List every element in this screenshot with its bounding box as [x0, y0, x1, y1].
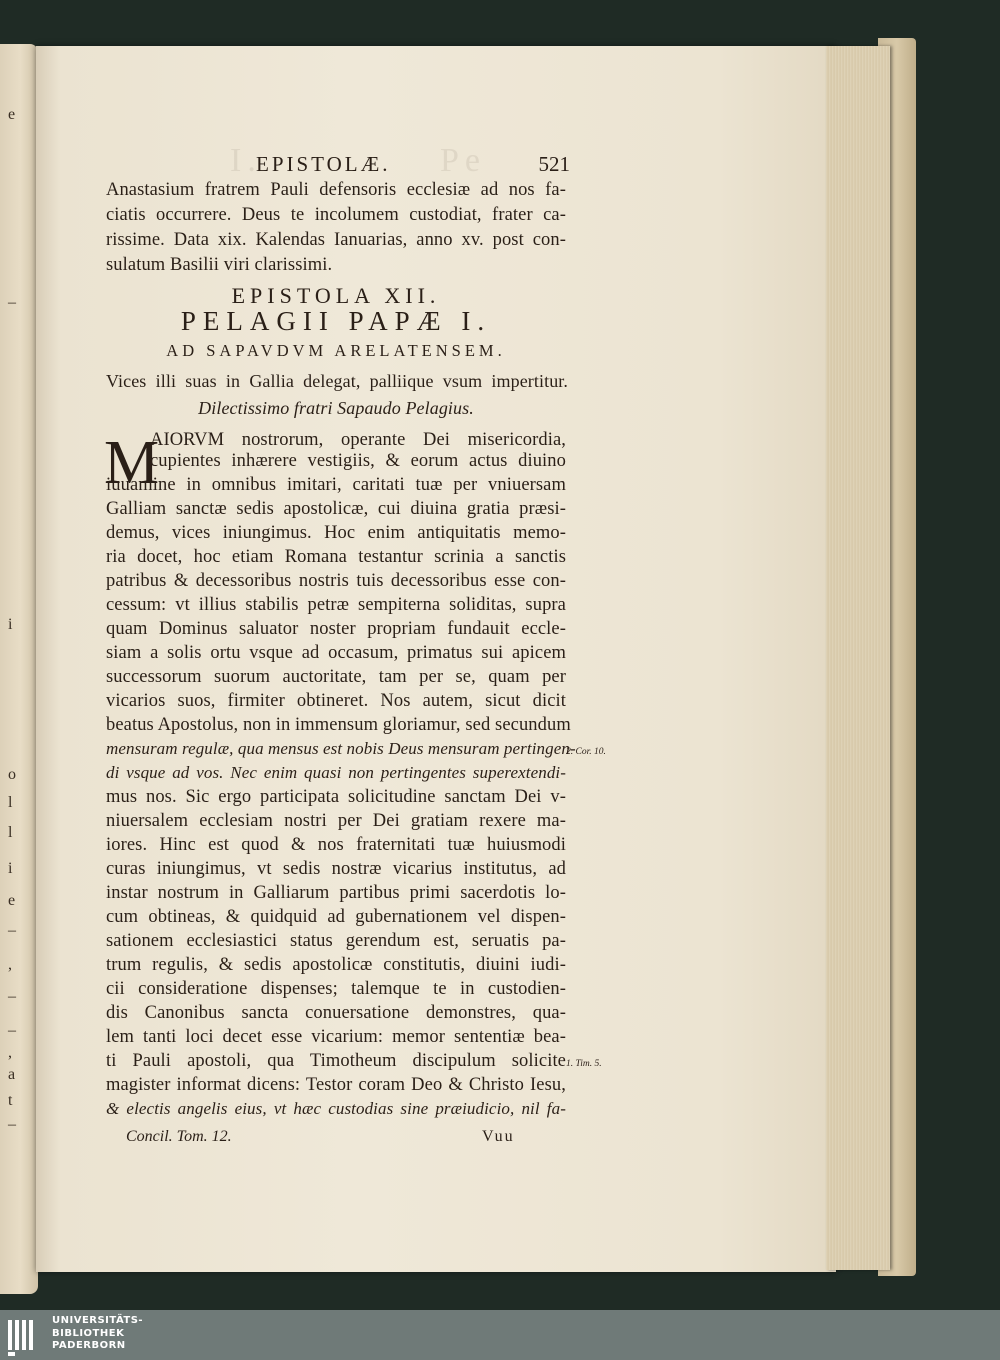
left-page-fragment: – [8, 922, 16, 939]
text-line: successorum suorum auctoritate, tam per se, quam per [106, 667, 566, 687]
text-line: demus, vices iniungimus. Hoc enim antiquitatis memo- [106, 523, 566, 543]
text-line: instar nostrum in Galliarum partibus primi sacerdotis lo- [106, 883, 566, 903]
recipient-heading: AD SAPAVDVM ARELATENSEM. [166, 341, 506, 360]
epistola-heading: EPISTOLA XII. [231, 283, 441, 308]
left-page-fragment: – [8, 294, 16, 311]
library-footer-bar [0, 1310, 1000, 1360]
text-line: iuuamine in omnibus imitari, caritati tuæ per vniuersam [106, 475, 566, 495]
text-line: AIORVM nostrorum, operante Dei misericordia, [150, 430, 566, 450]
signature-mark: Concil. Tom. 12. [126, 1128, 232, 1145]
text-line: cessum: vt illius stabilis petræ sempiterna soliditas, supra [106, 595, 566, 615]
logo-line: UNIVERSITÄTS- [52, 1315, 144, 1326]
left-page-fragment: , [8, 1044, 12, 1061]
text-line: lem tanti loci decet esse vicarium: memor sententiæ bea- [106, 1027, 566, 1047]
drop-capital: M [104, 429, 160, 497]
logo-line: PADERBORN [52, 1340, 126, 1351]
text-line: cii consideratione dispenses; talemque te in custodien- [106, 979, 566, 999]
left-page-fragment: – [8, 988, 16, 1005]
text-line: cupientes inhærere vestigiis, & eorum actus diuino [150, 451, 566, 471]
left-page-fragment: o [8, 766, 16, 783]
summary-line: Vices illi suas in Gallia delegat, palliique vsum impertitur. [106, 371, 568, 391]
left-page-fragment: i [8, 616, 13, 633]
running-title: EPISTOLÆ. [256, 152, 391, 176]
left-page-fragment: e [8, 106, 16, 123]
library-logo-icon [6, 1316, 44, 1356]
text-line: niuersalem ecclesiam nostri per Dei gratiam rexere ma- [106, 811, 566, 831]
text-line: mensuram regulæ, qua mensus est nobis Deus mensuram pertingen- [106, 739, 576, 758]
catchword: Vuu [482, 1128, 515, 1145]
left-page-fragment: l [8, 794, 13, 811]
left-page-fragment: a [8, 1066, 16, 1083]
text-line: & electis angelis eius, vt hæc custodias sine præiudicio, nil fa- [106, 1099, 566, 1118]
left-page-fragment: – [8, 1022, 16, 1039]
text-line: iores. Hinc est quod & nos fraternitati tuæ huiusmodi [106, 835, 566, 855]
text-line: vicarios suos, firmiter obtineret. Nos autem, sicut dicit [106, 691, 566, 711]
text-line: ria docet, hoc etiam Romana testantur scrinia a sanctis [106, 547, 566, 567]
text-line: dis Canonibus sancta conuersatione demonstres, qua- [106, 1003, 566, 1023]
text-line: Anastasium fratrem Pauli defensoris ecclesiæ ad nos fa- [106, 180, 566, 200]
text-line: beatus Apostolus, non in immensum gloriamur, sed secundum [106, 715, 571, 735]
running-header [106, 152, 572, 182]
left-page-fragment: – [8, 1116, 16, 1133]
text-line: magister informat dicens: Testor coram Deo & Christo Iesu, [106, 1075, 566, 1095]
margin-note: 1. Tim. 5. [566, 1059, 602, 1069]
margin-note: 2. Cor. 10. [566, 747, 606, 757]
left-page-fragment: e [8, 892, 16, 909]
text-line: rissime. Data xix. Kalendas Ianuarias, anno xv. post con- [106, 230, 566, 250]
author-heading: PELAGII PAPÆ I. [180, 306, 492, 336]
left-page-fragment: i [8, 860, 13, 877]
left-page-fragment: l [8, 824, 13, 841]
left-page-fragment: , [8, 956, 12, 973]
show-through: Pe [440, 142, 486, 179]
show-through: I. [230, 142, 262, 179]
salutation-line: Dilectissimo fratri Sapaudo Pelagius. [198, 398, 474, 418]
text-line: quam Dominus saluator noster propriam fundauit eccle- [106, 619, 566, 639]
library-logo-text [52, 1315, 143, 1353]
text-line: ti Pauli apostoli, qua Timotheum discipulum solicite [106, 1051, 566, 1071]
text-line: Galliam sanctæ sedis apostolicæ, cui diuina gratia præsi- [106, 499, 566, 519]
text-line: cum obtineas, & quidquid ad gubernationem vel dispen- [106, 907, 566, 927]
text-line: di vsque ad vos. Nec enim quasi non pertingentes superextendi- [106, 763, 566, 782]
text-line: mus nos. Sic ergo participata solicitudine sanctam Dei v- [106, 787, 566, 807]
text-line: sulatum Basilii viri clarissimi. [106, 255, 333, 275]
text-line: curas iniungimus, vt sedis nostræ vicarius institutus, ad [106, 859, 566, 879]
left-page-fragment: t [8, 1092, 13, 1109]
logo-line: BIBLIOTHEK [52, 1327, 125, 1339]
text-line: sationem ecclesiastici status gerendum est, seruatis pa- [106, 931, 566, 951]
text-line: ciatis occurrere. Deus te incolumem custodiat, frater ca- [106, 205, 566, 225]
text-line: trum regulis, & sedis apostolicæ constitutis, diuini iudi- [106, 955, 566, 975]
text-line: siam a solis ortu vsque ad occasum, primatus sui apicem [106, 643, 566, 663]
page-number: 521 [538, 152, 570, 176]
text-line: patribus & decessoribus nostris tuis decessoribus esse con- [106, 571, 566, 591]
